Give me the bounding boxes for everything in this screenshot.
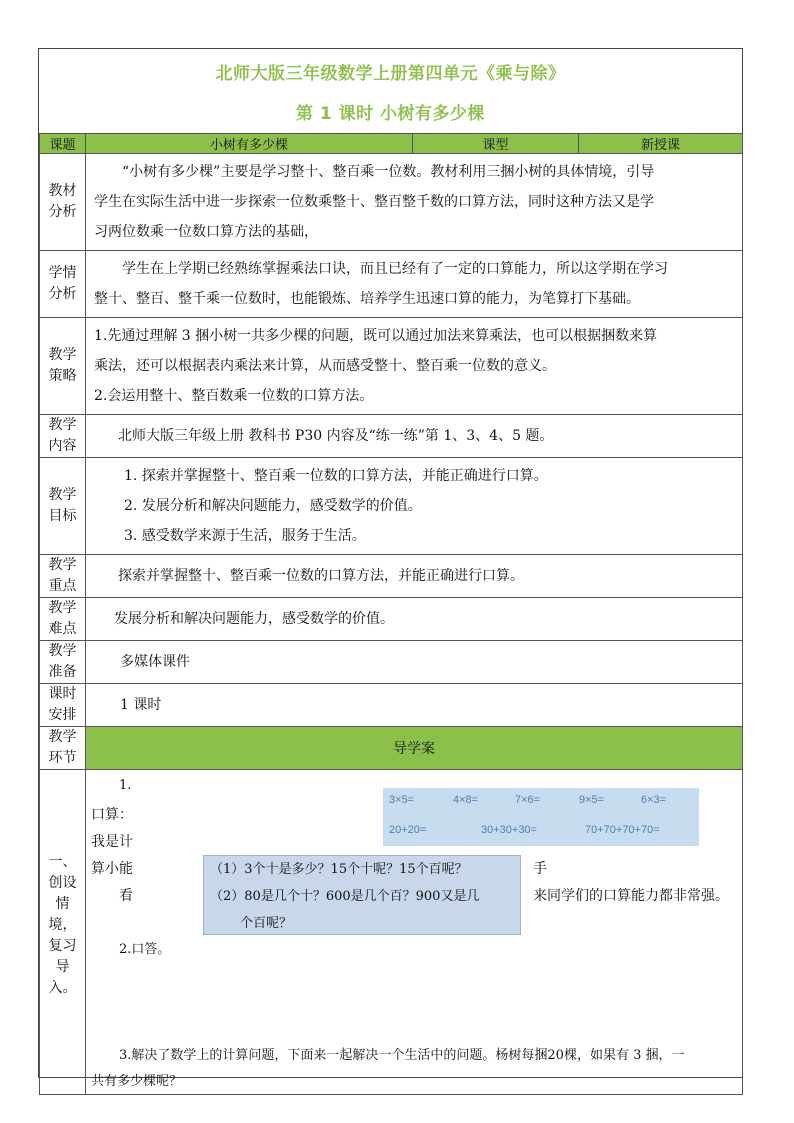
question-2: （2）80是几个十？600是几个百？900又是几 — [210, 889, 480, 904]
teaching-difficulty-row — [40, 598, 743, 641]
teaching-goals-list — [86, 458, 743, 555]
teaching-prep-text: 多媒体课件 — [86, 641, 743, 684]
calc-item: 3×5= — [389, 794, 415, 806]
goal-item: 3. 感受数学来源于生活，服务于生活。 — [124, 528, 366, 544]
question-box — [203, 855, 521, 935]
teaching-content-row — [40, 415, 743, 458]
lesson-plan-frame — [38, 48, 743, 1089]
schedule-row — [40, 684, 743, 727]
step1-text-e: 手 — [533, 861, 547, 877]
teaching-difficulty-text: 发展分析和解决问题能力，感受数学的价值。 — [86, 598, 743, 641]
lead-in-content — [86, 770, 743, 1095]
teaching-focus-label: 教学 重点 — [40, 555, 86, 598]
question-1: （1）3个十是多少？15个十呢？15个百呢？ — [210, 862, 468, 877]
student-analysis-row — [40, 251, 743, 318]
lesson-plan-table — [39, 133, 743, 1095]
lead-in-row — [40, 770, 743, 1095]
teaching-goals-row — [40, 458, 743, 555]
schedule-label: 课时 安排 — [40, 684, 86, 727]
student-analysis-label: 学情 分析 — [40, 251, 86, 318]
step1-text-b: 我是计 — [91, 834, 133, 850]
calc-item: 30+30+30= — [481, 824, 537, 836]
calc-item: 7×6= — [515, 794, 541, 806]
step3-line1: 3.解决了数学上的计算问题，下面来一起解决一个生活中的问题。杨树每捆20棵，如果有 3 捆，一 — [119, 1048, 685, 1063]
step1-number: 1. — [119, 778, 132, 793]
lesson-subtitle: 第 1 课时 小树有多少棵 — [295, 104, 486, 124]
teaching-difficulty-label: 教学 难点 — [40, 598, 86, 641]
step1-text-d: 看 — [119, 888, 133, 904]
calc-item: 4×8= — [453, 794, 479, 806]
calc-item: 20+20= — [389, 824, 427, 836]
process-label: 教学 环节 — [40, 727, 86, 770]
process-header: 导学案 — [86, 727, 743, 770]
type-label: 课型 — [413, 134, 579, 154]
calc-item: 9×5= — [579, 794, 605, 806]
calc-item: 70+70+70+70= — [585, 824, 660, 836]
teaching-prep-row — [40, 641, 743, 684]
step1-text-f: 来同学们的口算能力都非常强。 — [533, 888, 729, 904]
teaching-prep-label: 教学 准备 — [40, 641, 86, 684]
teaching-focus-text: 探索并掌握整十、整百乘一位数的口算方法，并能正确进行口算。 — [86, 555, 743, 598]
calc-item: 6×3= — [641, 794, 667, 806]
question-2-cont: 个百呢？ — [240, 916, 293, 931]
document-title: 北师大版三年级数学上册第四单元《乘与除》 — [215, 64, 566, 84]
teaching-strategy-row — [40, 318, 743, 415]
lead-in-label: 一、 创设 情 境， 复习 导 入。 — [40, 770, 86, 1095]
student-analysis-text: 学生在上学期已经熟练掌握乘法口诀，而且已经有了一定的口算能力，所以这学期在学习 整十、整百、整千乘一位数时，也能锻炼、培养学生迅速口算的能力，为笔算打下基础。 — [86, 251, 743, 318]
process-row — [40, 727, 743, 770]
teaching-content-label: 教学 内容 — [40, 415, 86, 458]
textbook-analysis-row — [40, 154, 743, 251]
step1-text-c: 算小能 — [91, 861, 133, 877]
type-value: 新授课 — [579, 134, 743, 154]
step2-text: 2.口答。 — [119, 942, 171, 957]
schedule-text: 1 课时 — [86, 684, 743, 727]
teaching-strategy-text: 1.先通过理解 3 捆小树一共多少棵的问题，既可以通过加法来算乘法，也可以根据捆数来算 乘法，还可以根据表内乘法来计算，从而感受整十、整百乘一位数的意义。 2.会运用整十、整百数乘一位数的口算方法。 — [86, 318, 743, 415]
teaching-focus-row — [40, 555, 743, 598]
teaching-strategy-label: 教学 策略 — [40, 318, 86, 415]
teaching-content-text: 北师大版三年级上册 教科书 P30 内容及“练一练”第 1、3、4、5 题。 — [86, 415, 743, 458]
step1-oral-calc: 口算： — [91, 807, 133, 823]
textbook-analysis-text: “小树有多少棵”主要是学习整十、整百乘一位数。教材利用三捆小树的具体情境，引导 学生在实际生活中进一步探索一位数乘整十、整百整千数的口算方法，同时这种方法又是学 习两位数乘一位数口算方法的基础， — [86, 154, 743, 251]
topic-label: 课题 — [40, 134, 86, 154]
oral-calc-box — [383, 788, 699, 846]
textbook-analysis-label: 教材 分析 — [40, 154, 86, 251]
goal-item: 1. 探索并掌握整十、整百乘一位数的口算方法，并能正确进行口算。 — [124, 468, 548, 484]
goal-item: 2. 发展分析和解决问题能力，感受数学的价值。 — [124, 498, 422, 514]
step3-line2: 共有多少棵呢？ — [91, 1074, 183, 1089]
teaching-goals-label: 教学 目标 — [40, 458, 86, 555]
meta-row — [40, 134, 743, 154]
topic-value: 小树有多少棵 — [86, 134, 413, 154]
